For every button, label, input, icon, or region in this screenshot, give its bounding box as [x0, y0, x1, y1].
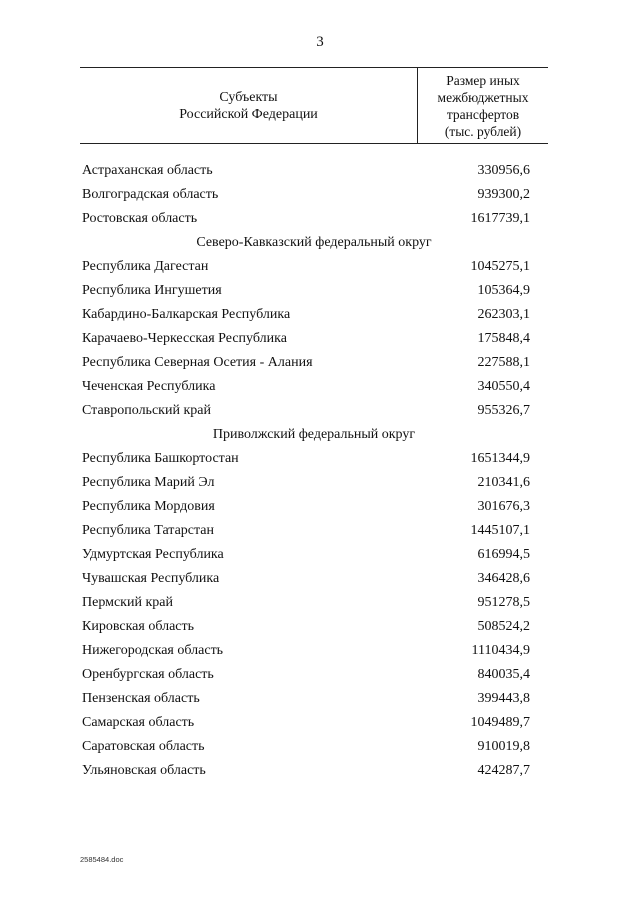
header-subjects [80, 68, 418, 143]
header-amount-line4: (тыс. рублей) [444, 123, 522, 139]
table-row [80, 735, 548, 759]
table-row [80, 207, 548, 231]
district-heading-row [80, 231, 548, 255]
table-row [80, 711, 548, 735]
transfer-amount: 508524,2 [477, 619, 530, 634]
region-name: Республика Башкортостан [82, 451, 239, 466]
transfer-amount: 951278,5 [477, 595, 530, 610]
table-header [80, 67, 548, 144]
table-row [80, 759, 548, 783]
table-row [80, 543, 548, 567]
table-row [80, 375, 548, 399]
header-amount-line2: межбюджетных [437, 89, 529, 105]
table-row [80, 495, 548, 519]
table-row [80, 183, 548, 207]
table-row [80, 255, 548, 279]
region-name: Пермский край [82, 595, 173, 610]
table-row [80, 471, 548, 495]
district-name: Северо-Кавказский федеральный округ [196, 235, 432, 250]
region-name: Нижегородская область [82, 643, 224, 658]
region-name: Республика Марий Эл [82, 475, 215, 490]
transfer-amount: 301676,3 [477, 499, 530, 514]
transfer-amount: 910019,8 [477, 739, 530, 754]
region-name: Волгоградская область [82, 187, 219, 202]
table-row [80, 447, 548, 471]
transfer-amount: 346428,6 [477, 571, 530, 586]
transfer-amount: 105364,9 [477, 283, 530, 298]
table-row [80, 159, 548, 183]
region-name: Республика Северная Осетия - Алания [82, 355, 313, 370]
transfer-amount: 1651344,9 [470, 451, 530, 466]
transfers-table [80, 67, 548, 778]
header-subjects-line2: Российской Федерации [179, 106, 318, 122]
transfer-amount: 262303,1 [477, 307, 530, 322]
table-row [80, 567, 548, 591]
table-row [80, 303, 548, 327]
region-name: Карачаево-Черкесская Республика [82, 331, 287, 346]
transfer-amount: 1110434,9 [471, 643, 530, 658]
region-name: Пензенская область [82, 691, 200, 706]
transfer-amount: 939300,2 [477, 187, 530, 202]
region-name: Республика Мордовия [82, 499, 215, 514]
page-number: 3 [316, 34, 324, 50]
district-heading-row [80, 423, 548, 447]
region-name: Оренбургская область [82, 667, 214, 682]
transfer-amount: 840035,4 [477, 667, 530, 682]
region-name: Кабардино-Балкарская Республика [82, 307, 291, 322]
region-name: Ростовская область [82, 211, 198, 226]
header-amount-line1: Размер иных [446, 72, 520, 88]
transfer-amount: 175848,4 [477, 331, 530, 346]
table-row [80, 663, 548, 687]
table-row [80, 615, 548, 639]
region-name: Ставропольский край [82, 403, 211, 418]
region-name: Кировская область [82, 619, 195, 634]
region-name: Ульяновская область [82, 763, 206, 778]
region-name: Самарская область [82, 715, 195, 730]
document-filename: 2585484.doc [80, 855, 124, 864]
region-name: Чувашская Республика [82, 571, 220, 586]
region-name: Удмуртская Республика [82, 547, 224, 562]
table-row [80, 279, 548, 303]
transfer-amount: 1445107,1 [470, 523, 530, 538]
table-row [80, 639, 548, 663]
transfer-amount: 1049489,7 [470, 715, 530, 730]
transfer-amount: 399443,8 [477, 691, 530, 706]
transfer-amount: 210341,6 [477, 475, 530, 490]
table-row [80, 351, 548, 375]
transfer-amount: 330956,6 [477, 163, 530, 178]
table-row [80, 687, 548, 711]
transfer-amount: 955326,7 [477, 403, 530, 418]
table-row [80, 327, 548, 351]
region-name: Саратовская область [82, 739, 205, 754]
region-name: Астраханская область [82, 163, 213, 178]
header-amount [418, 68, 548, 143]
region-name: Чеченская Республика [82, 379, 216, 394]
transfer-amount: 340550,4 [477, 379, 530, 394]
region-name: Республика Дагестан [82, 259, 209, 274]
table-row [80, 399, 548, 423]
transfer-amount: 1617739,1 [470, 211, 530, 226]
table-body [80, 159, 548, 783]
district-name: Приволжский федеральный округ [212, 427, 416, 442]
transfer-amount: 616994,5 [477, 547, 530, 562]
transfer-amount: 424287,7 [477, 763, 530, 778]
table-row [80, 519, 548, 543]
header-amount-line3: трансфертов [446, 106, 520, 122]
region-name: Республика Татарстан [82, 523, 215, 538]
transfer-amount: 227588,1 [477, 355, 530, 370]
transfer-amount: 1045275,1 [470, 259, 530, 274]
header-subjects-line1: Субъекты [219, 89, 278, 105]
region-name: Республика Ингушетия [82, 283, 222, 298]
table-row [80, 591, 548, 615]
